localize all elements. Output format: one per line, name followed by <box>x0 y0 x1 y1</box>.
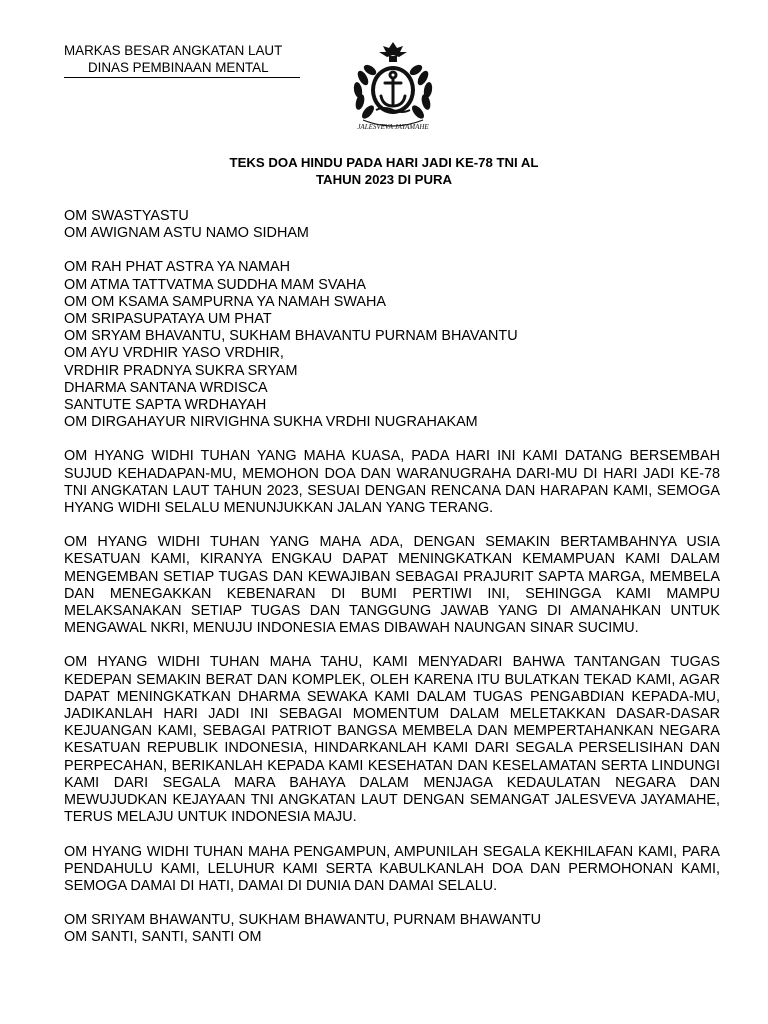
document-title <box>0 154 768 188</box>
prayer-body <box>64 208 720 947</box>
org-name-line: MARKAS BESAR ANGKATAN LAUT <box>64 43 283 58</box>
mantra-line: OM RAH PHAT ASTRA YA NAMAH <box>64 259 291 276</box>
mantra-line: SANTUTE SAPTA WRDHAYAH <box>64 397 267 414</box>
title-line-2: TAHUN 2023 DI PURA <box>315 172 453 187</box>
mantra-line: OM AYU VRDHIR YASO VRDHIR, <box>64 345 284 362</box>
closing-line: OM SANTI, SANTI, SANTI OM <box>64 929 262 946</box>
org-unit-line: DINAS PEMBINAAN MENTAL <box>64 59 300 78</box>
opening-line: OM SWASTYASTU <box>64 208 189 224</box>
prayer-paragraph: OM HYANG WIDHI TUHAN YANG MAHA KUASA, PADA HARI INI KAMI DATANG BERSEMBAH SUJUD KEHADAPAN-MU, MEMOHON DOA DAN WARANUGRAHA DARI-MU DI HARI JADI KE-78 TNI ANGKATAN LAUT TAHUN 2023, SESUAI DENGAN RENCANA DAN HARAPAN KAMI, SEMOGA HYANG WIDHI SELALU MENUNJUKKAN JALAN YANG TERANG. <box>64 448 720 517</box>
prayer-paragraph: OM HYANG WIDHI TUHAN MAHA TAHU, KAMI MENYADARI BAHWA TANTANGAN TUGAS KEDEPAN SEMAKIN BERAT DAN KOMPLEK, OLEH KARENA ITU BULATKAN TEKAD KAMI, AGAR DAPAT MENINGKATKAN DHARMA SEWAKA KAMI DALAM TUGAS PENGABDIAN KEPADA-MU, JADIKANLAH HARI JADI INI SEBAGAI MOMENTUM DALAM MELETAKKAN DASAR-DASAR KEJUANGAN KAMI, SEBAGAI PATRIOT BANGSA MEMBELA DAN MEMPERTAHANKAN NEGARA KESATUAN REPUBLIK INDONESIA, HINDARKANLAH KAMI DARI SEGALA PERSELISIHAN DAN PERPECAHAN, BERIKANLAH KEPADA KAMI KESEHATAN DAN KESELAMATAN SERTA LINDUNGI KAMI DARI SEGALA MARA BAHAYA DALAM MENJAGA KEDAULATAN NEGARA DAN MEWUJUDKAN KEJAYAAN TNI ANGKATAN LAUT DENGAN SEMANGAT JALESVEVA JAYAMAHE, TERUS MELAJU UNTUK INDONESIA MAJU. <box>64 654 720 826</box>
mantra-line: VRDHIR PRADNYA SUKRA SRYAM <box>64 362 298 379</box>
opening-line: OM AWIGNAM ASTU NAMO SIDHAM <box>64 225 309 242</box>
prayer-paragraph: OM HYANG WIDHI TUHAN YANG MAHA ADA, DENGAN SEMAKIN BERTAMBAHNYA USIA KESATUAN KAMI, KIRANYA ENGKAU DAPAT MENINGKATKAN KEMAMPUAN KAMI DALAM MENGEMBAN SETIAP TUGAS DAN KEWAJIBAN SEBAGAI PRAJURIT SAPTA MARGA, MEMBELA DAN MENEGAKKAN KEBENARAN DI BUMI PERTIWI INI, SEHINGGA KAMI MAMPU MELAKSANAKAN SETIAP TUGAS DAN TANGGUNG JAWAB YANG DI AMANAHKAN UNTUK MENGAWAL NKRI, MENUJU INDONESIA EMAS DIBAWAH NAUNGAN SINAR SUCIMU. <box>64 534 720 637</box>
mantra-line: DHARMA SANTANA WRDISCA <box>64 379 268 396</box>
organization-header <box>64 42 300 78</box>
mantra-line: OM SRYAM BHAVANTU, SUKHAM BHAVANTU PURNAM BHAVANTU <box>64 328 518 345</box>
garuda-icon <box>379 42 407 62</box>
mantra-line: OM DIRGAHAYUR NIRVIGHNA SUKHA VRDHI NUGRAHAKAM <box>64 414 478 431</box>
mantra-line: OM SRIPASUPATAYA UM PHAT <box>64 311 272 328</box>
navy-emblem-icon <box>343 40 443 132</box>
mantra-line: OM ATMA TATTVATMA SUDDHA MAM SVAHA <box>64 276 366 293</box>
title-line-1: TEKS DOA HINDU PADA HARI JADI KE-78 TNI AL <box>229 155 539 170</box>
prayer-paragraph: OM HYANG WIDHI TUHAN MAHA PENGAMPUN, AMPUNILAH SEGALA KEKHILAFAN KAMI, PARA PENDAHULU KAMI, LELUHUR KAMI SERTA KABULKANLAH DOA DAN PERMOHONAN KAMI, SEMOGA DAMAI DI HATI, DAMAI DI DUNIA DAN DAMAI SELALU. <box>64 843 720 894</box>
mantra-line: OM OM KSAMA SAMPURNA YA NAMAH SWAHA <box>64 293 386 310</box>
opening-greeting <box>64 208 720 242</box>
emblem-motto: JALESVEVA JAYAMAHE <box>357 123 429 131</box>
mantra-block <box>64 259 720 431</box>
closing-line: OM SRIYAM BHAWANTU, SUKHAM BHAWANTU, PURNAM BHAWANTU <box>64 912 542 929</box>
closing-block <box>64 912 720 946</box>
